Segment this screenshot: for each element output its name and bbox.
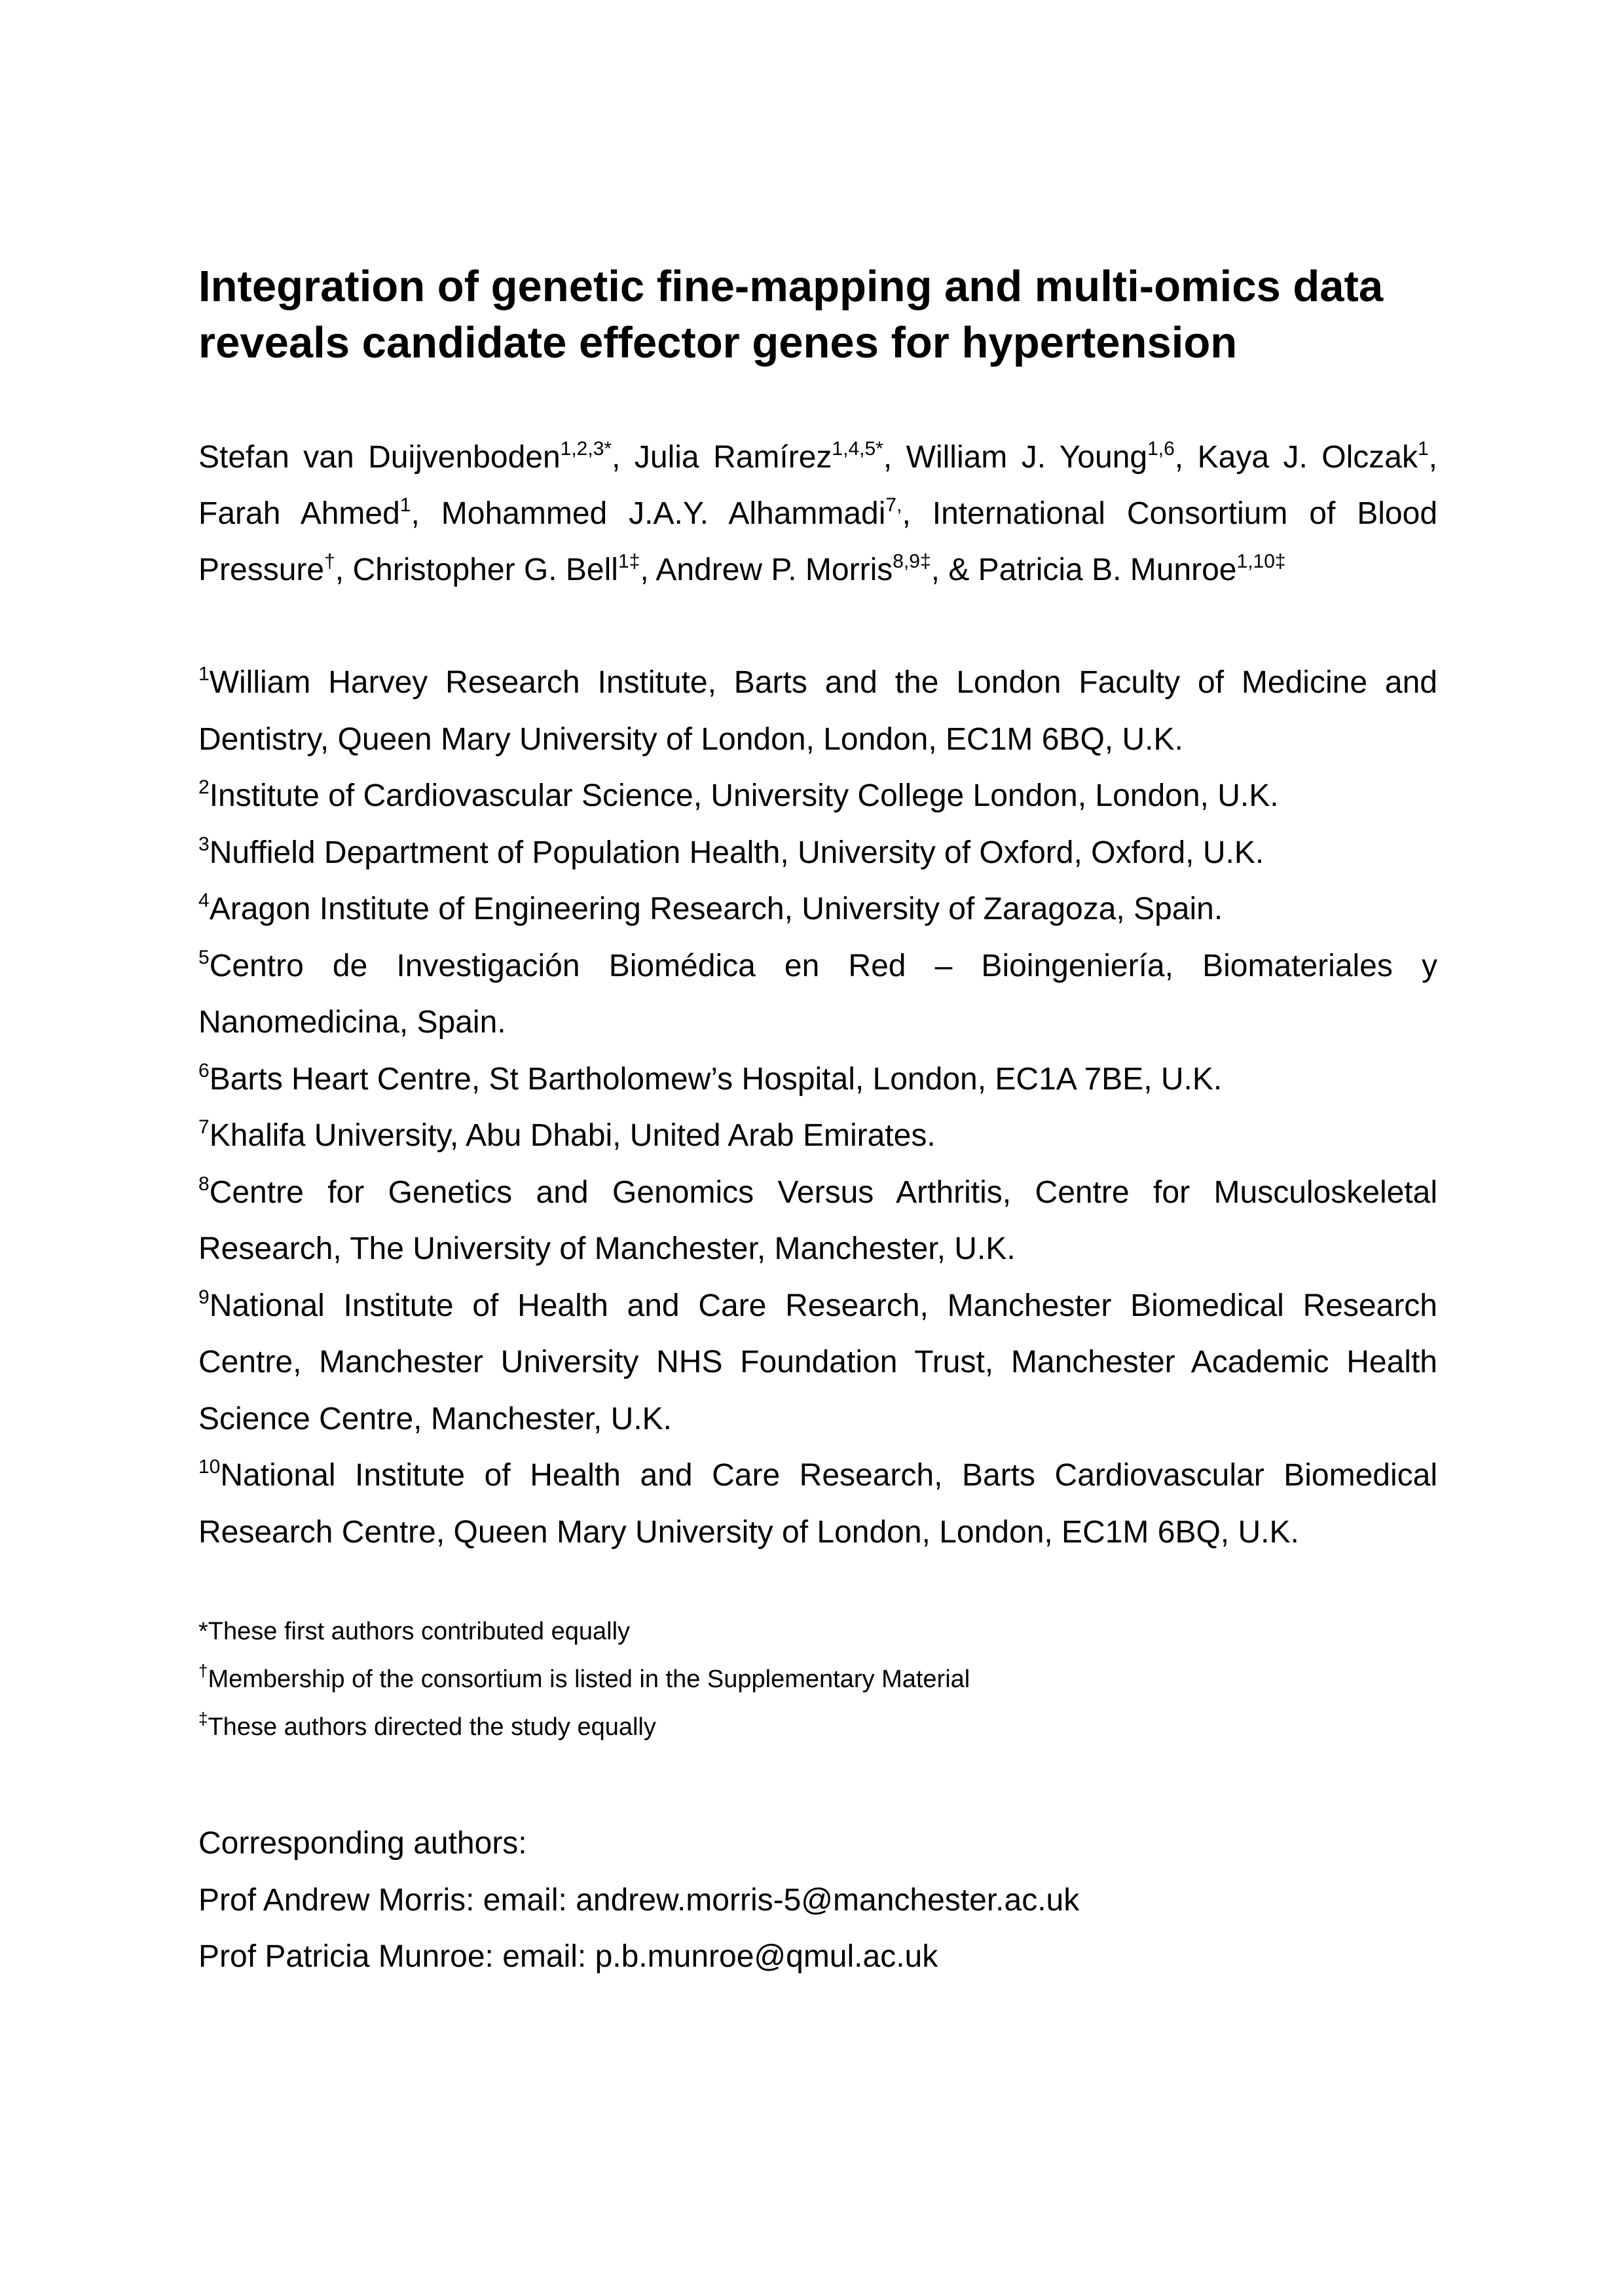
author-separator: , & (931, 553, 978, 587)
affiliation-list (198, 655, 1437, 1561)
title-line-1: Integration of genetic fine-mapping and multi-omics data (198, 262, 1384, 311)
footnote (198, 1704, 1437, 1751)
author-name: Andrew P. Morris (655, 553, 893, 587)
author-affiliation-marker: 1,6 (1147, 438, 1175, 460)
author-affiliation-marker: 1,10‡ (1236, 551, 1286, 572)
author-name: Patricia B. Munroe (978, 553, 1237, 587)
corresponding-name: Prof Andrew Morris (198, 1882, 466, 1918)
author-affiliation-marker: † (324, 551, 335, 572)
affiliation-text: Institute of Cardiovascular Science, University College London, London, U.K. (209, 778, 1279, 813)
footnote-mark: † (198, 1661, 208, 1681)
author-separator: , (1428, 440, 1438, 475)
affiliation-text: Nuffield Department of Population Health, University of Oxford, Oxford, U.K. (209, 835, 1264, 870)
title-line-2: reveals candidate effector genes for hypertension (198, 318, 1238, 367)
affiliation (198, 1051, 1437, 1108)
footnote-text: These authors directed the study equally (208, 1713, 656, 1741)
author-separator: , (902, 496, 932, 531)
affiliation-text: Centre for Genetics and Genomics Versus Arthritis, Centre for Musculoskeletal Research, The University of Manchester, Manchester, U.K. (198, 1175, 1437, 1266)
affiliation (198, 1108, 1437, 1165)
author-separator: , (335, 553, 353, 587)
email-address[interactable]: andrew.morris-5@manchester.ac.uk (576, 1882, 1080, 1918)
author-name: International Consortium of Blood Pressure (198, 496, 1438, 587)
footnote (198, 1608, 1437, 1656)
author-name: William J. Young (906, 440, 1148, 475)
affiliation (198, 768, 1437, 825)
affiliation (198, 1165, 1437, 1278)
author-name: Julia Ramírez (634, 440, 832, 475)
author-affiliation-marker: 8,9‡ (893, 551, 931, 572)
affiliation-number: 9 (198, 1286, 210, 1308)
affiliation-number: 8 (198, 1173, 210, 1195)
author-name: Farah Ahmed (198, 496, 400, 531)
affiliation (198, 825, 1437, 882)
footnote-text: Membership of the consortium is listed in the Supplementary Material (208, 1666, 970, 1693)
affiliation (198, 1448, 1437, 1561)
author-name: Kaya J. Olczak (1197, 440, 1418, 475)
affiliation-number: 10 (198, 1456, 221, 1478)
colon: : (485, 1939, 503, 1974)
affiliation-text: Centro de Investigación Biomédica en Red – Bioingeniería, Biomateriales y Nanomedicina, Spain. (198, 948, 1437, 1040)
paper-title (198, 259, 1437, 371)
affiliation-number: 6 (198, 1059, 210, 1082)
author-separator: , (411, 496, 441, 531)
affiliation-number: 1 (198, 663, 210, 685)
affiliation-number: 5 (198, 946, 210, 968)
corresponding-entry (198, 1929, 1437, 1986)
corresponding-entry (198, 1872, 1437, 1929)
paper-title-page (198, 259, 1437, 1986)
affiliation-number: 2 (198, 776, 210, 798)
author-name: Stefan van Duijvenboden (198, 440, 561, 475)
corresponding-heading: Corresponding authors: (198, 1826, 527, 1861)
corresponding-authors (198, 1815, 1437, 1986)
author-separator: , (640, 553, 656, 587)
footnote-list (198, 1608, 1437, 1751)
affiliation-text: Khalifa University, Abu Dhabi, United Arab Emirates. (209, 1118, 936, 1153)
footnote-mark: ‡ (198, 1709, 208, 1729)
author-affiliation-marker: 1‡ (618, 551, 640, 572)
affiliation (198, 1278, 1437, 1448)
author-separator: , (883, 440, 906, 475)
author-affiliation-marker: 1,2,3* (560, 438, 612, 460)
email-label: email: (483, 1882, 567, 1918)
affiliation-number: 4 (198, 890, 210, 911)
author-affiliation-marker: 7, (885, 494, 902, 516)
author-name: Mohammed J.A.Y. Alhammadi (441, 496, 886, 531)
affiliation (198, 655, 1437, 768)
author-separator: , (612, 440, 635, 475)
affiliation-text: Barts Heart Centre, St Bartholomew’s Hospital, London, EC1A 7BE, U.K. (209, 1061, 1223, 1097)
footnote-text: *These first authors contributed equally (198, 1618, 631, 1645)
affiliation-text: William Harvey Research Institute, Barts and the London Faculty of Medicine and Dentistry, Queen Mary University of London, London, EC1M 6BQ, U.K. (198, 665, 1437, 757)
colon: : (466, 1882, 483, 1918)
affiliation-text: Aragon Institute of Engineering Research, University of Zaragoza, Spain. (209, 892, 1223, 926)
author-separator: , (1174, 440, 1198, 475)
affiliation (198, 938, 1437, 1051)
affiliation-number: 3 (198, 833, 210, 855)
author-affiliation-marker: 1 (399, 494, 411, 516)
author-affiliation-marker: 1 (1417, 438, 1429, 460)
affiliation-text: National Institute of Health and Care Research, Barts Cardiovascular Biomedical Research Centre, Queen Mary University of London, London, EC1M 6BQ, U.K. (198, 1458, 1437, 1550)
corresponding-name: Prof Patricia Munroe (198, 1939, 485, 1974)
footnote (198, 1656, 1437, 1704)
affiliation-number: 7 (198, 1116, 210, 1138)
affiliation-text: National Institute of Health and Care Research, Manchester Biomedical Research Centre, Manchester University NHS Foundation Trust, Manchester Academic Health Science Centre, Manchester, U.K. (198, 1288, 1437, 1436)
email-address[interactable]: p.b.munroe@qmul.ac.uk (595, 1939, 938, 1974)
author-name: Christopher G. Bell (352, 553, 618, 587)
affiliation (198, 881, 1437, 938)
email-label: email: (502, 1939, 587, 1974)
author-affiliation-marker: 1,4,5* (832, 438, 883, 460)
author-list (198, 429, 1437, 598)
